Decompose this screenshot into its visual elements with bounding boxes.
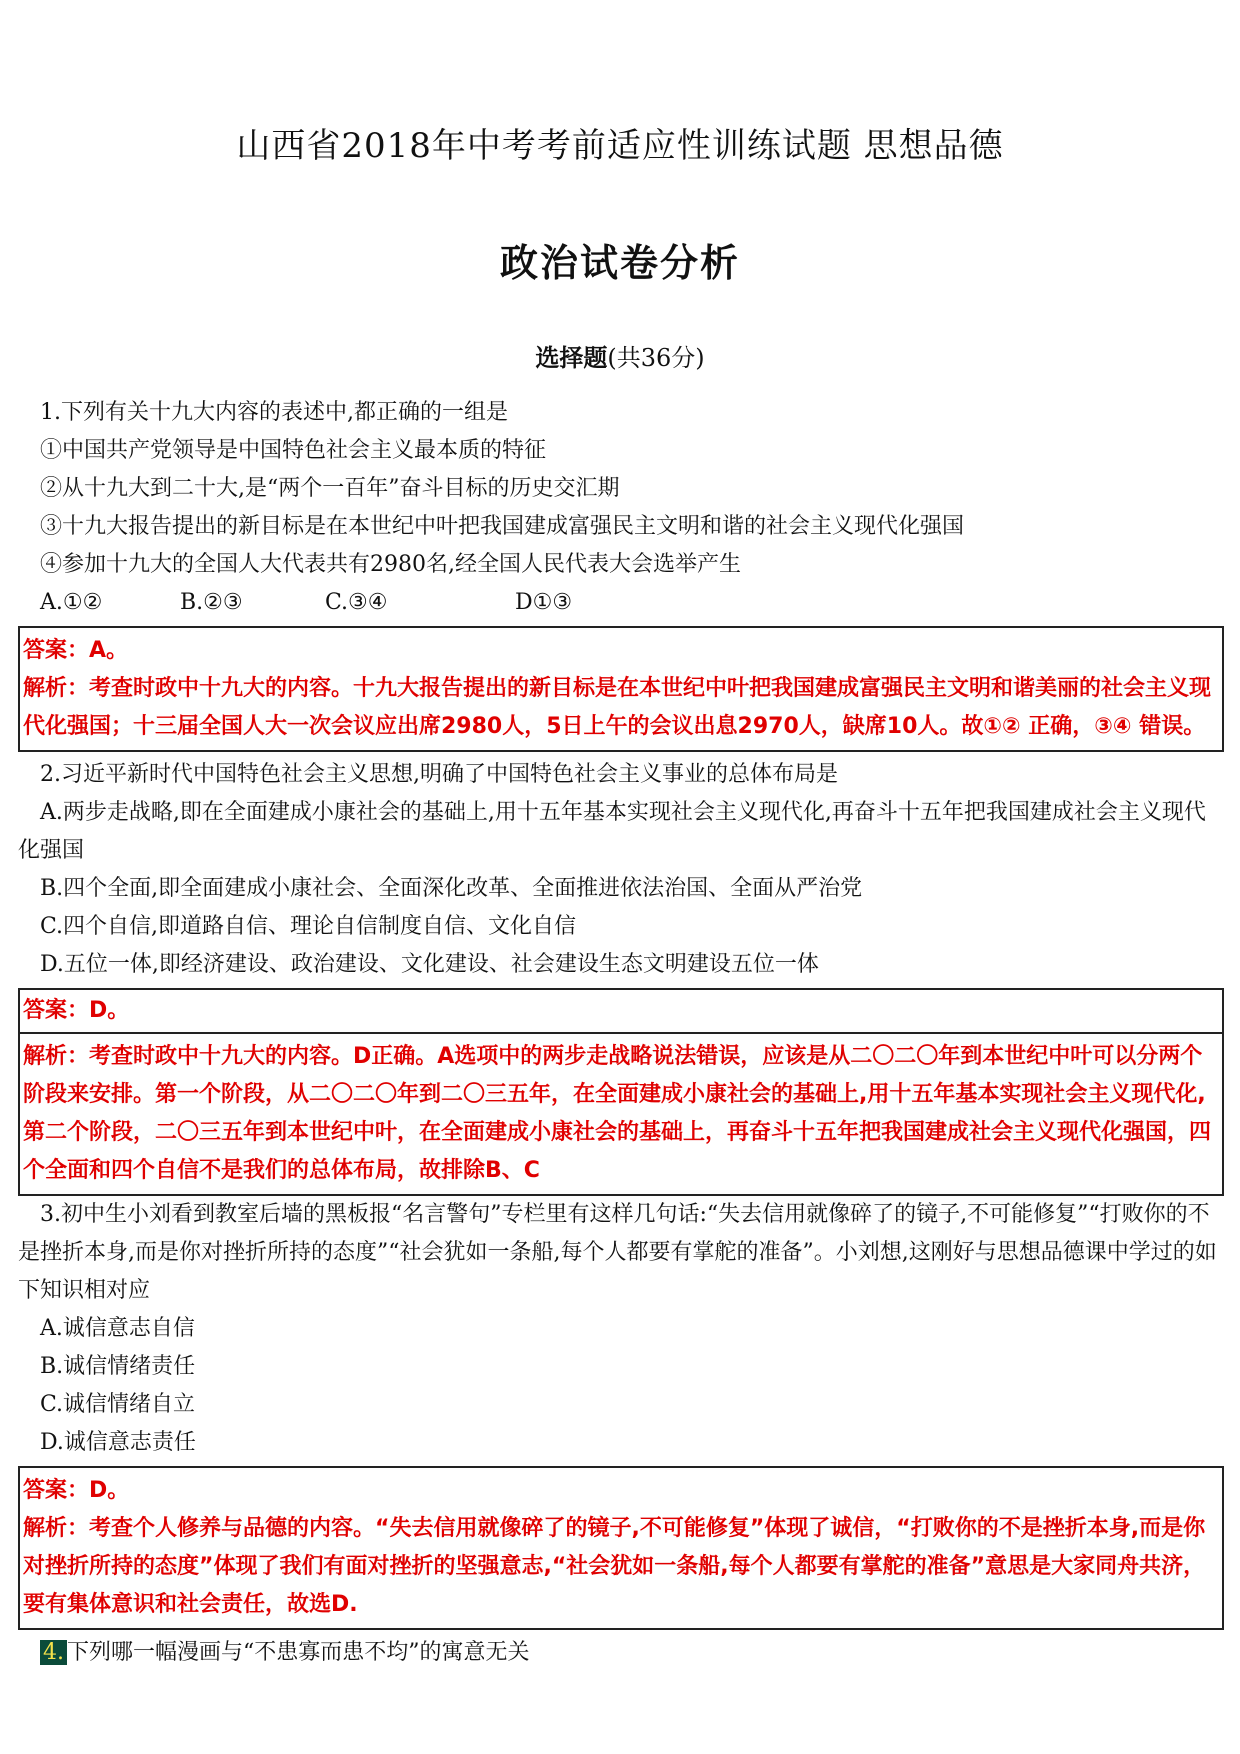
q3-option-c: C.诚信情绪自立 bbox=[40, 1392, 196, 1417]
q2-option-d: D.五位一体,即经济建设、政治建设、文化建设、社会建设生态文明建设五位一体 bbox=[40, 952, 819, 977]
q3-option-d: D.诚信意志责任 bbox=[40, 1430, 196, 1455]
q1-analysis: 解析：考查时政中十九大的内容。十九大报告提出的新目标是在本世纪中叶把我国建成富强民主文明和谐美丽的社会主义现代化强国；十三届全国人大一次会议应出席2980人，5日上午的会议出息2970人，缺席10人。故①② 正确，③④ 错误。 bbox=[23, 676, 1212, 739]
q2-option-a-wrap bbox=[18, 794, 1224, 870]
q4-stem: 下列哪一幅漫画与“不患寡而患不均”的寓意无关 bbox=[67, 1640, 530, 1665]
q2-option-b: B.四个全面,即全面建成小康社会、全面深化改革、全面推进依法治国、全面从严治党 bbox=[40, 876, 863, 901]
q3-analysis: 解析：考查个人修养与品德的内容。“失去信用就像碎了的镜子,不可能修复”体现了诚信，“打败你的不是挫折本身,而是你对挫折所持的态度”体现了我们有面对挫折的坚强意志,“社会犹如一条船,每个人都要有掌舵的准备”意思是大家同舟共济，要有集体意识和社会责任，故选D. bbox=[23, 1516, 1206, 1617]
q1-answer: 答案：A。 bbox=[23, 638, 129, 663]
section-heading-bold: 选择题 bbox=[535, 344, 608, 372]
q3-option-a: A.诚信意志自信 bbox=[40, 1316, 195, 1341]
q1-item-4: ④参加十九大的全国人大代表共有2980名,经全国人民代表大会选举产生 bbox=[40, 552, 741, 577]
q2-stem: 2.习近平新时代中国特色社会主义思想,明确了中国特色社会主义事业的总体布局是 bbox=[40, 762, 838, 787]
q1-option-b: B.②③ bbox=[180, 590, 243, 615]
document-subtitle: 政治试卷分析 bbox=[499, 241, 740, 285]
section-heading-score: (共36分) bbox=[607, 344, 705, 372]
q1-option-c: C.③④ bbox=[325, 590, 388, 615]
q2-answer: 答案：D。 bbox=[20, 990, 1222, 1034]
q2-answer-box bbox=[18, 988, 1224, 1196]
q1-item-1: ①中国共产党领导是中国特色社会主义最本质的特征 bbox=[40, 438, 547, 463]
q3-option-b: B.诚信情绪责任 bbox=[40, 1354, 196, 1379]
q1-option-d: D①③ bbox=[515, 590, 573, 615]
q2-option-a: A.两步走战略,即在全面建成小康社会的基础上,用十五年基本实现社会主义现代化,再奋斗十五年把我国建成社会主义现代化强国 bbox=[18, 800, 1206, 863]
q1-item-2: ②从十九大到二十大,是“两个一百年”奋斗目标的历史交汇期 bbox=[40, 476, 620, 501]
q1-option-a: A.①② bbox=[40, 590, 103, 615]
section-heading bbox=[0, 338, 1240, 373]
q1-options bbox=[18, 584, 1224, 622]
q3-answer-box bbox=[18, 1466, 1224, 1630]
q2-analysis: 解析：考查时政中十九大的内容。D正确。A选项中的两步走战略说法错误，应该是从二〇二〇年到本世纪中叶可以分两个阶段来安排。第一个阶段，从二〇二〇年到二〇三五年，在全面建成小康社会的基础上,用十五年基本实现社会主义现代化,第二个阶段，二〇三五年到本世纪中叶，在全面建成小康社会的基础上，再奋斗十五年把我国建成社会主义现代化强国，四个全面和四个自信不是我们的总体布局，故排除B、C bbox=[23, 1044, 1212, 1183]
q2-option-c: C.四个自信,即道路自信、理论自信制度自信、文化自信 bbox=[40, 914, 577, 939]
q4-number: 4. bbox=[40, 1640, 67, 1665]
q1-stem: 1.下列有关十九大内容的表述中,都正确的一组是 bbox=[40, 400, 508, 425]
q1-item-3: ③十九大报告提出的新目标是在本世纪中叶把我国建成富强民主文明和谐的社会主义现代化强国 bbox=[40, 514, 965, 539]
document-title: 山西省2018年中考考前适应性训练试题 思想品德 bbox=[236, 126, 1004, 166]
q1-answer-box bbox=[18, 626, 1224, 752]
q4-line bbox=[18, 1634, 1224, 1672]
q3-answer: 答案：D。 bbox=[23, 1478, 130, 1503]
questions-content bbox=[18, 394, 1224, 1672]
q3-stem: 3.初中生小刘看到教室后墙的黑板报“名言警句”专栏里有这样几句话:“失去信用就像碎了的镜子,不可能修复”“打败你的不是挫折本身,而是你对挫折所持的态度”“社会犹如一条船,每个人都要有掌舵的准备”。小刘想,这刚好与思想品德课中学过的如下知识相对应 bbox=[18, 1202, 1217, 1303]
